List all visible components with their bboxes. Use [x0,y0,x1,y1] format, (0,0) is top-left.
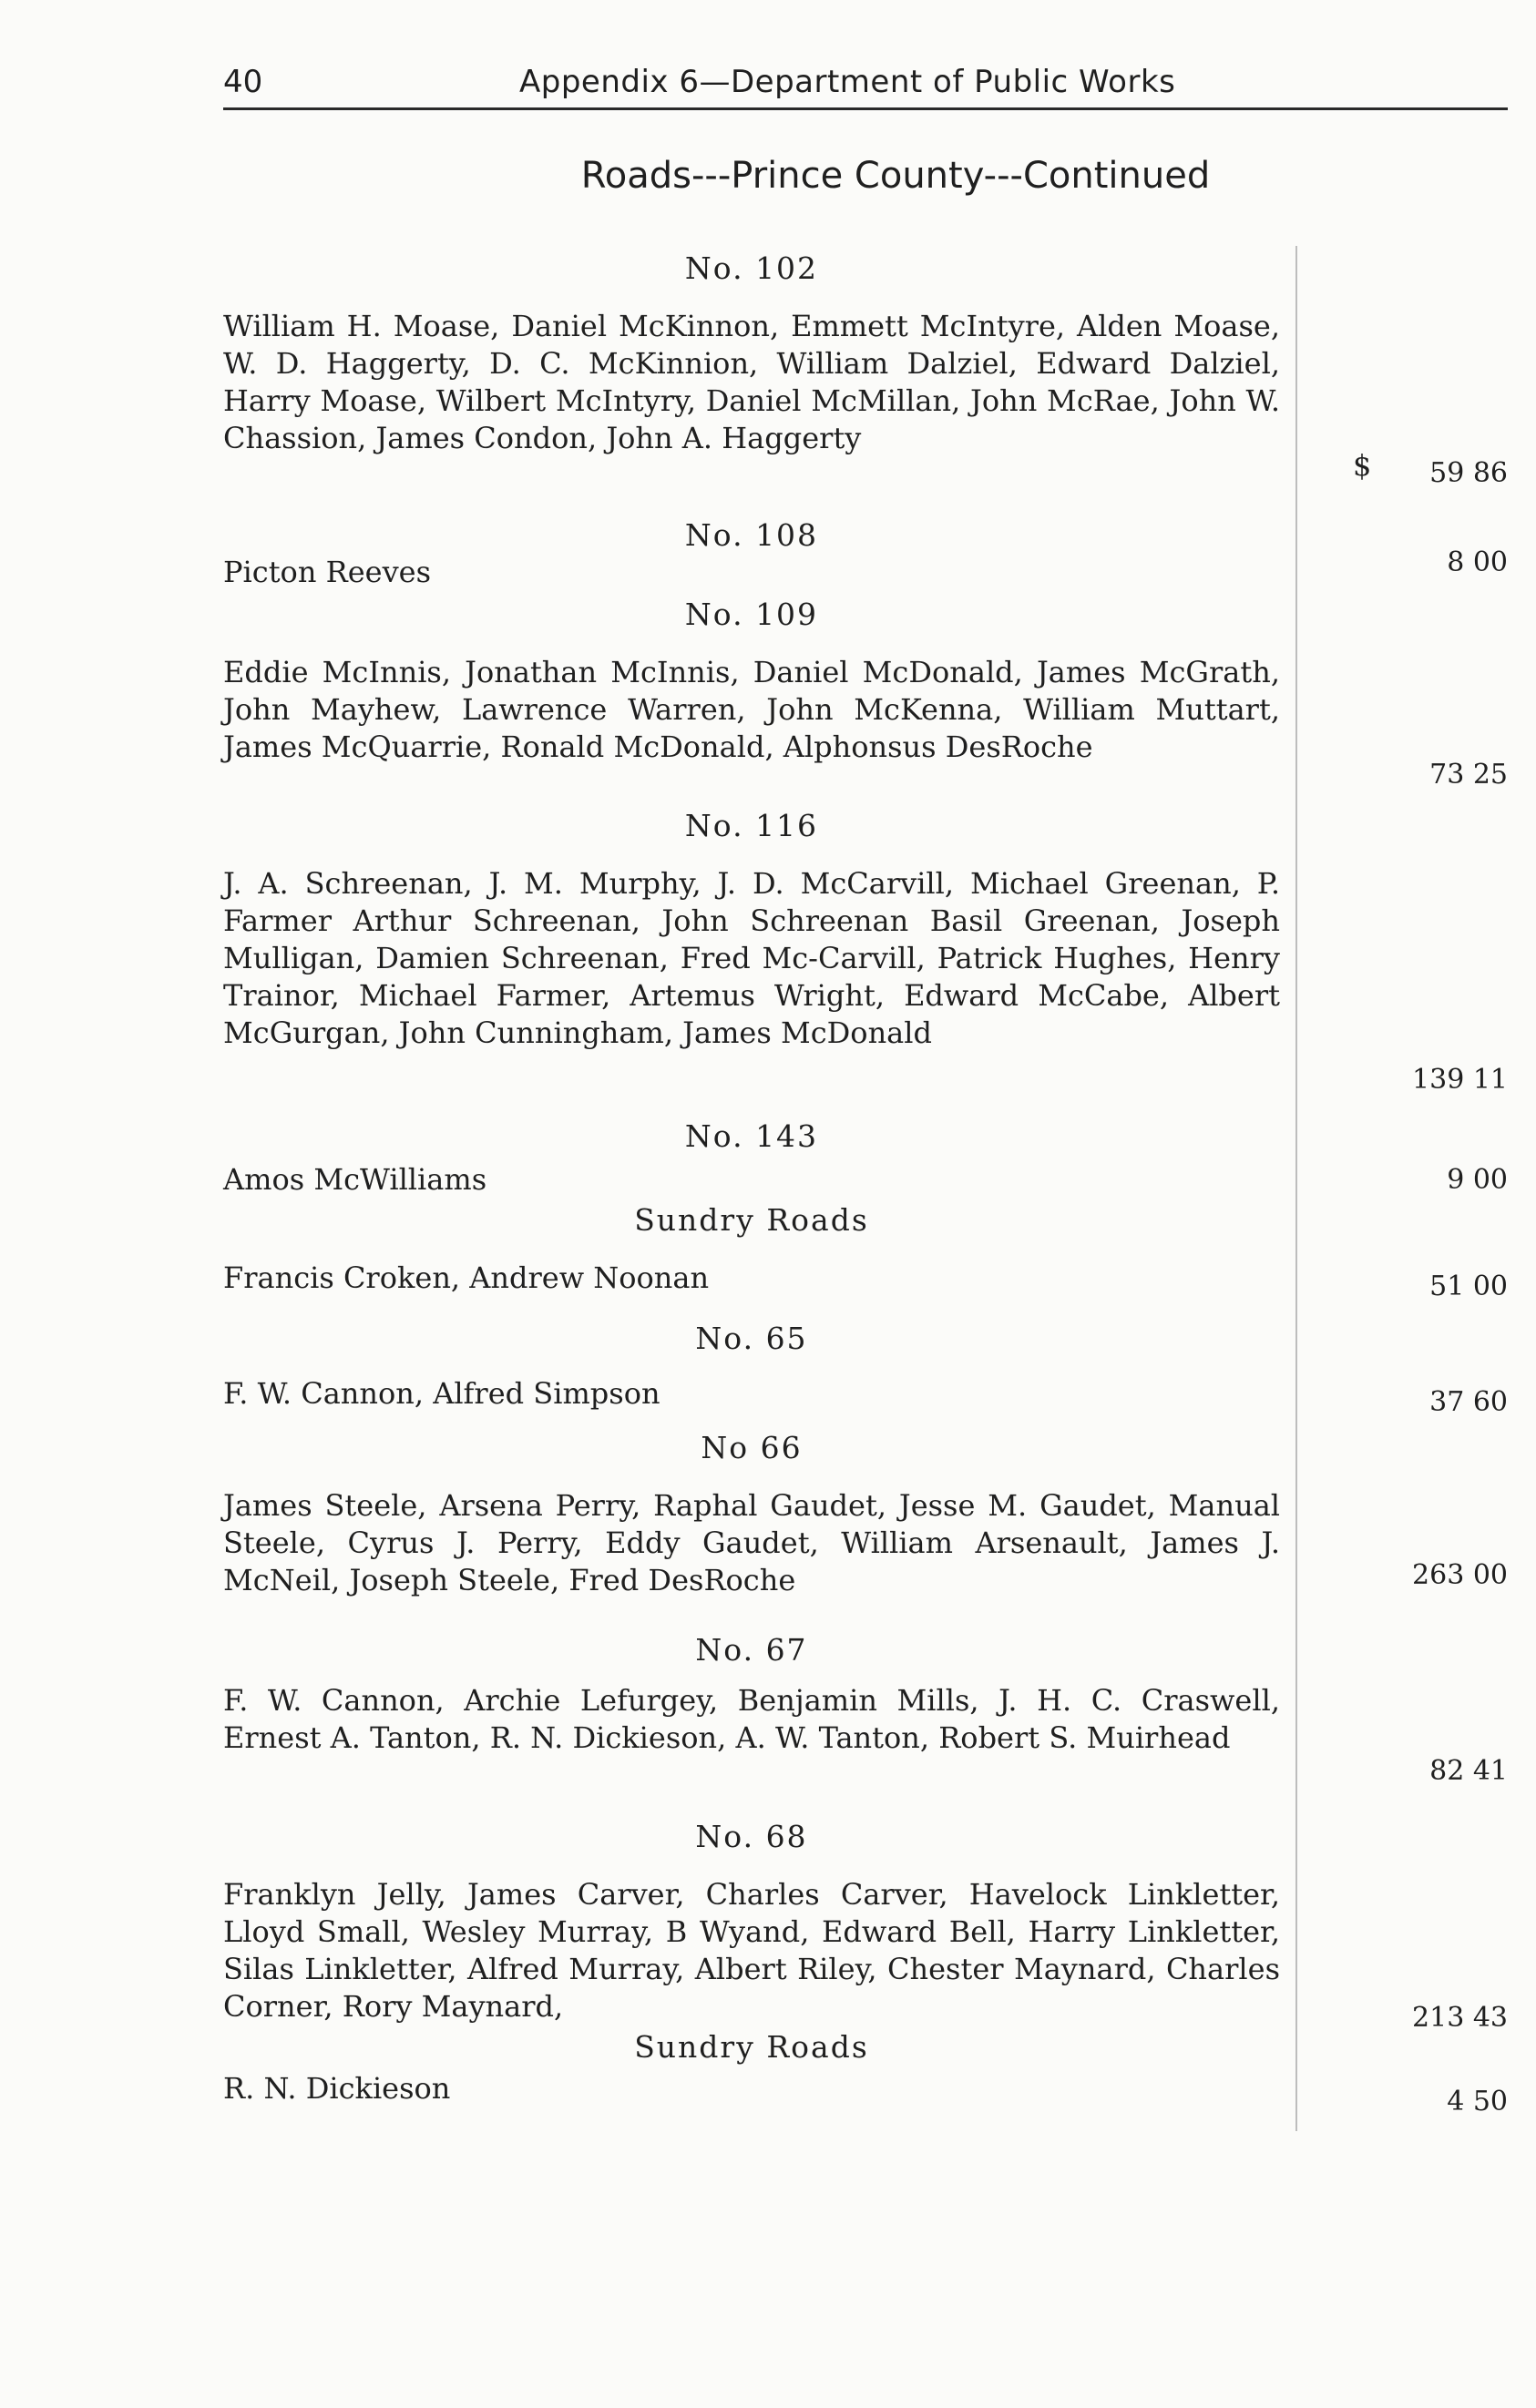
entry-amount: 213 43 [1412,2002,1508,2034]
entry-names: Picton Reeves [223,555,431,589]
running-header [223,64,1508,111]
entry-heading: No. 67 [695,1632,808,1668]
entry-heading: No. 65 [695,1321,808,1356]
entry-amount: 37 60 [1429,1386,1508,1418]
entry-heading: No. 116 [684,808,819,843]
entry-heading: No. 143 [684,1118,819,1154]
entry-names: Amos McWilliams [223,1162,487,1197]
entry-names: R. N. Dickieson [223,2071,451,2106]
running-title: Appendix 6—Department of Public Works [519,64,1176,100]
entry-amount: 82 41 [1429,1755,1508,1787]
entry-heading: No. 68 [695,1819,808,1854]
entry-names: F. W. Cannon, Archie Lefurgey, Benjamin Mills, J. H. C. Craswell, Ernest A. Tanton, R. N. Dickieson, A. W. Tanton, Robert S. Muirhead [223,1683,1280,1755]
entry-amount: 4 50 [1447,2086,1508,2117]
entry-names: Eddie McInnis, Jonathan McInnis, Daniel McDonald, James McGrath, John Mayhew, Lawrence Warren, John McKenna, William Muttart, James McQuarrie, Ronald McDonald, Alphonsus DesRoche [223,655,1280,764]
amount-column-rule [1295,246,1297,2131]
entry-amount: 263 00 [1412,1559,1508,1591]
entry-amount: 73 25 [1429,759,1508,791]
entry-names: Francis Croken, Andrew Noonan [223,1260,710,1295]
entry-heading: Sundry Roads [634,2029,869,2065]
entry-heading: Sundry Roads [634,1202,869,1238]
entry-names: F. W. Cannon, Alfred Simpson [223,1376,660,1411]
entry-names: Franklyn Jelly, James Carver, Charles Carver, Havelock Linkletter, Lloyd Small, Wesley Murray, B Wyand, Edward Bell, Harry Linkletter, Silas Linkletter, Alfred Murray, Albert Riley, Chester Maynard, Charles Corner, Rory Maynard, [223,1877,1280,2024]
header-rule [223,107,1508,110]
entry-heading: No. 109 [684,597,819,632]
entry-amount: 51 00 [1429,1270,1508,1302]
entry-amount: 59 86 [1429,457,1508,489]
entry-heading: No 66 [701,1430,803,1465]
page-number: 40 [223,64,263,100]
entry-amount: 9 00 [1447,1164,1508,1196]
entry-heading: No. 102 [684,250,819,286]
currency-symbol: $ [1353,448,1372,483]
entry-amount: 8 00 [1447,546,1508,578]
entry-amount: 139 11 [1412,1064,1508,1096]
entry-heading: No. 108 [684,517,819,553]
entry-names: James Steele, Arsena Perry, Raphal Gaudet, Jesse M. Gaudet, Manual Steele, Cyrus J. Perry, Eddy Gaudet, William Arsenault, James J. McNeil, Joseph Steele, Fred DesRoche [223,1488,1280,1597]
entry-names: William H. Moase, Daniel McKinnon, Emmett McIntyre, Alden Moase, W. D. Haggerty, D. C. McKinnion, William Dalziel, Edward Dalziel, Harry Moase, Wilbert McIntyry, Daniel McMillan, John McRae, John W. Chassion, James Condon, John A. Haggerty [223,309,1280,455]
section-title: Roads---Prince County---Continued [580,155,1211,197]
entry-names: J. A. Schreenan, J. M. Murphy, J. D. McCarvill, Michael Greenan, P. Farmer Arthur Schreenan, John Schreenan Basil Greenan, Joseph Mulligan, Damien Schreenan, Fred Mc-Carvill, Patrick Hughes, Henry Trainor, Michael Farmer, Artemus Wright, Edward McCabe, Albert McGurgan, John Cunningham, James McDonald [223,866,1280,1050]
